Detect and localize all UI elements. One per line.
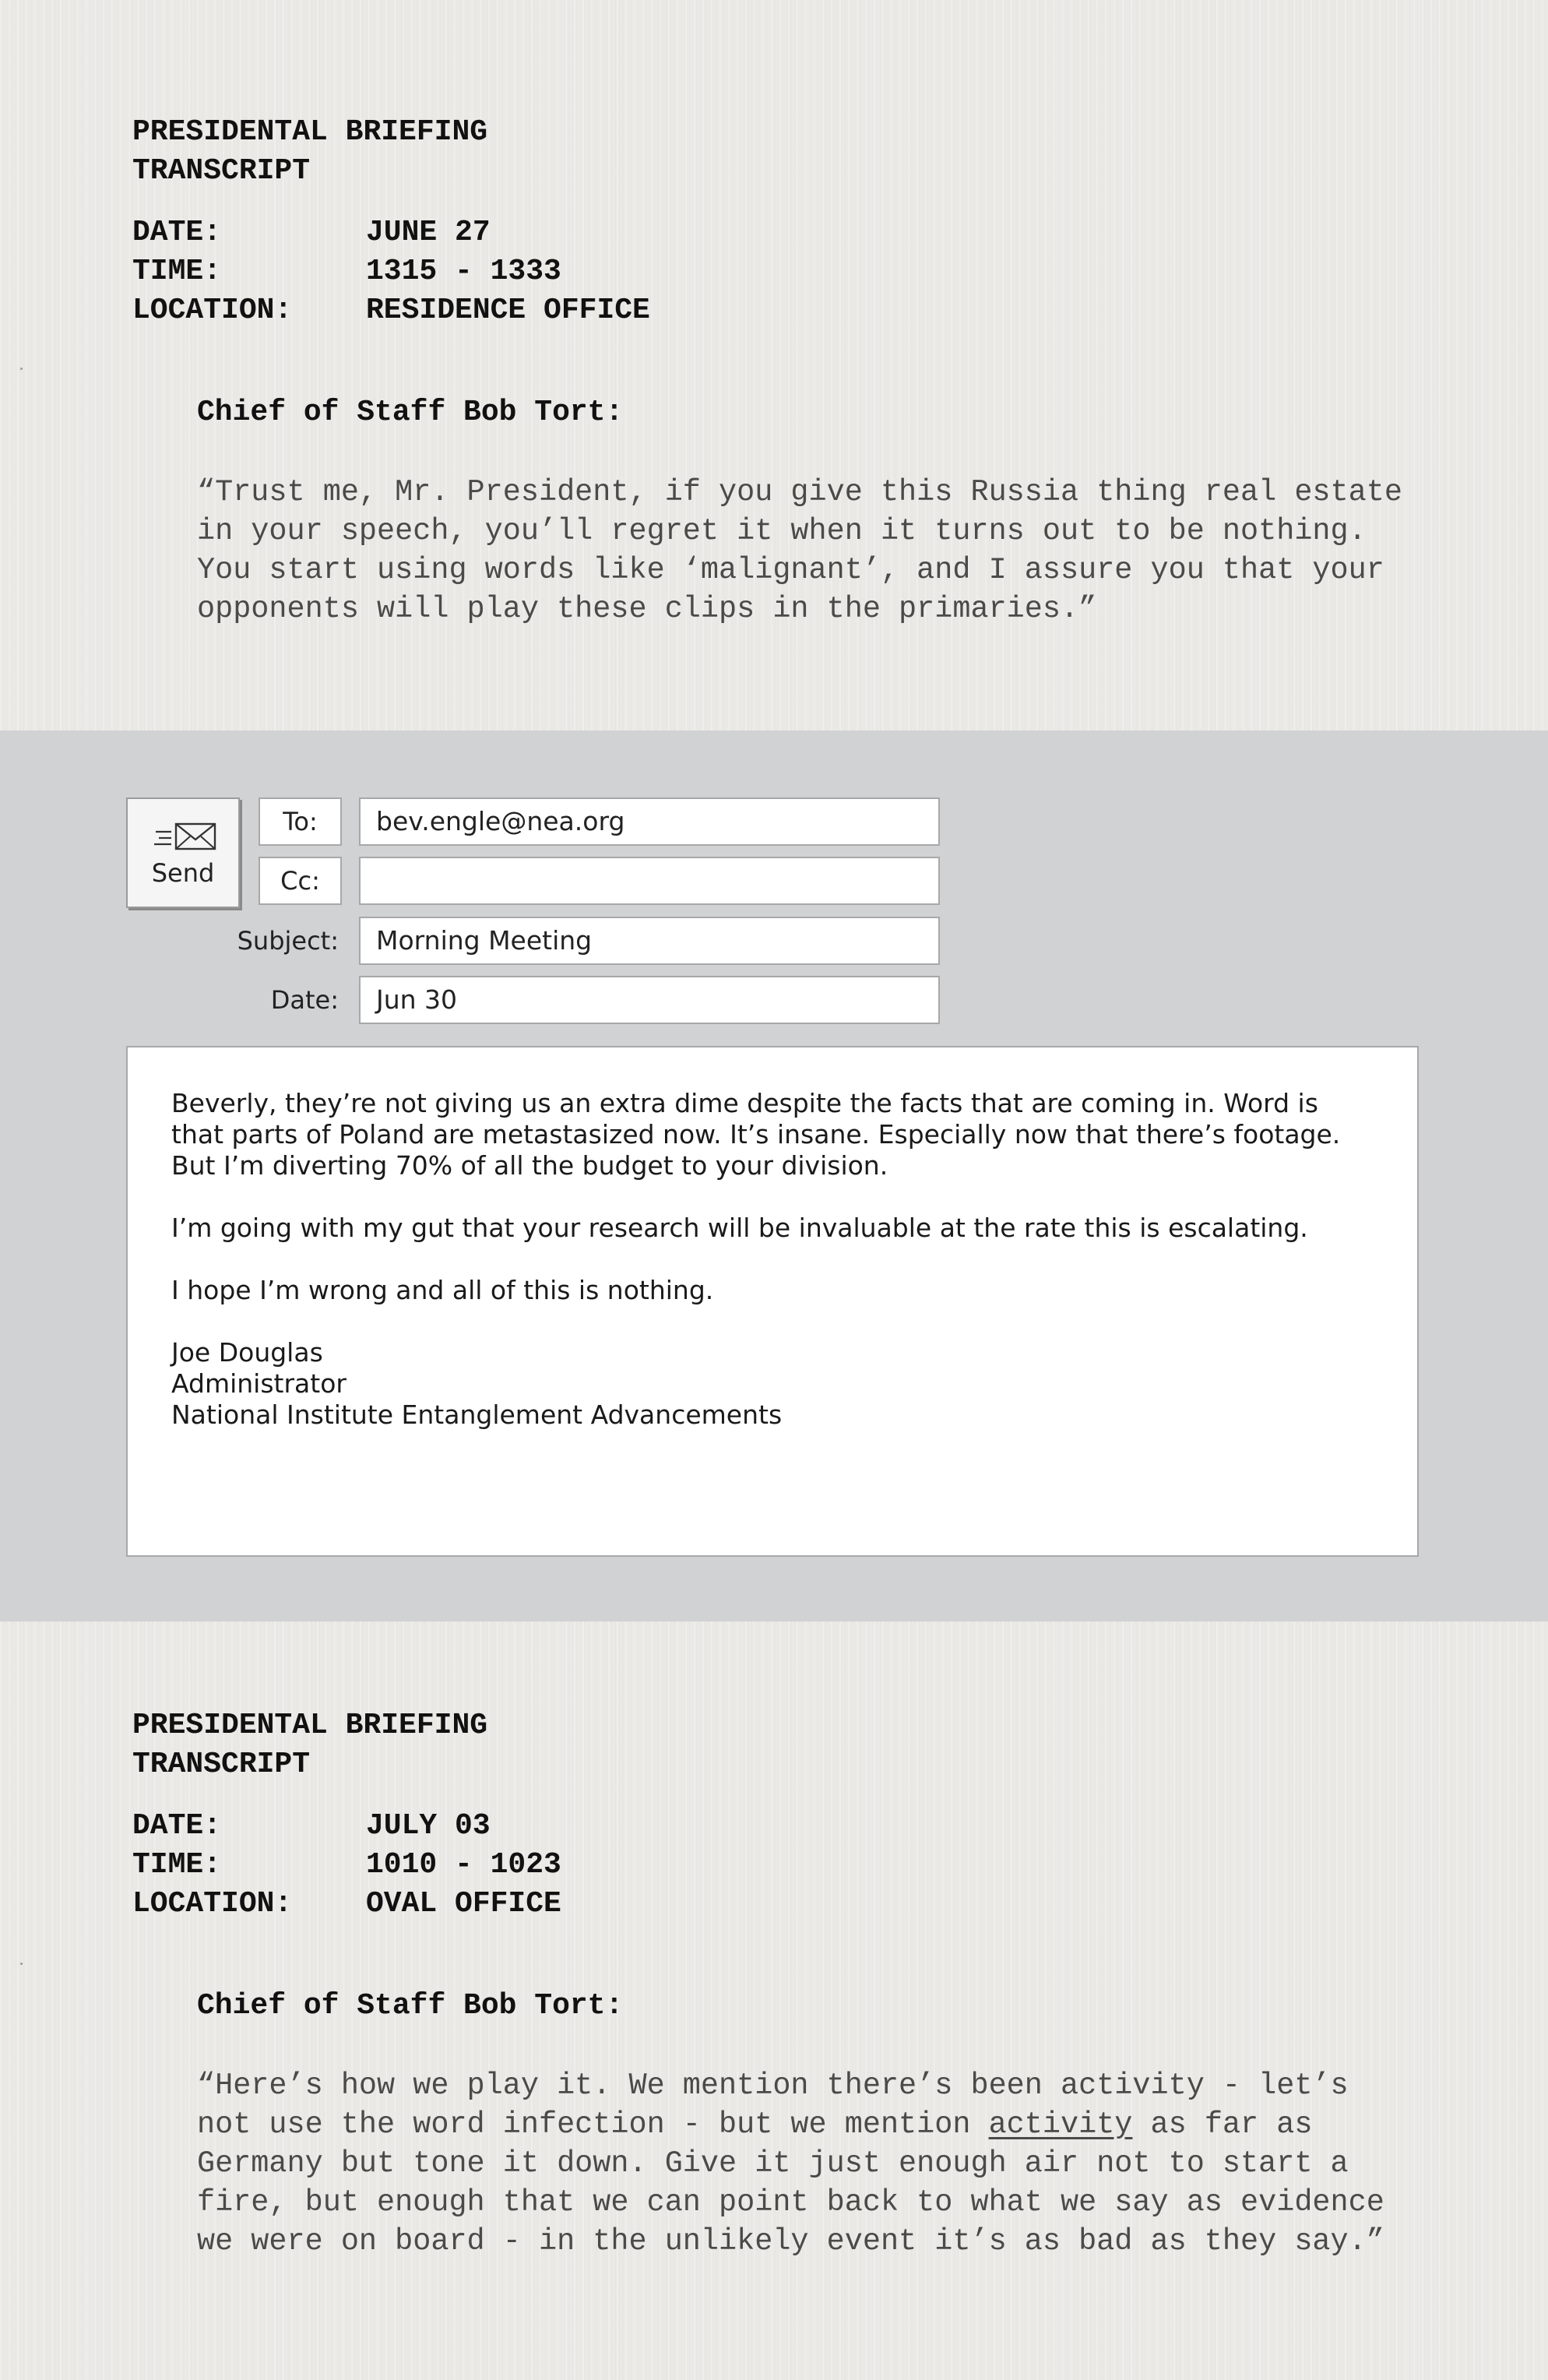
location-value: RESIDENCE OFFICE [366, 294, 650, 327]
location-label: LOCATION: [132, 1887, 293, 1921]
date-value: JUNE 27 [366, 216, 491, 249]
date-value: JULY 03 [366, 1809, 491, 1843]
subject-field[interactable]: Morning Meeting [359, 917, 940, 965]
to-field[interactable]: bev.engle@nea.org [359, 797, 940, 846]
signature-title: Administrator [171, 1368, 347, 1399]
speaker-name: Chief of Staff Bob Tort: [197, 396, 624, 429]
speaker-quote: “Trust me, Mr. President, if you give this Russia thing real estate in your speech, you’ll regret it when it turns out to be nothing. You start using words like ‘malignant’, and I assure you that your opponents will play these clips in the primaries.” [197, 475, 1421, 626]
email-paragraph-1: Beverly, they’re not giving us an extra dime despite the facts that are coming in. Word is that parts of Poland are metastasized now. It’s insane. Especially now that there’s footage. But I’m diverting 70% of all the budget to your division. [171, 1088, 1341, 1181]
date-label: DATE: [132, 216, 222, 249]
briefing-meta [132, 1807, 561, 1924]
briefing-title-line2: TRANSCRIPT [132, 1748, 311, 1781]
meta-row-date [132, 1807, 561, 1846]
meta-row-time [132, 1846, 561, 1885]
send-label: Send [151, 858, 215, 888]
email-body[interactable] [126, 1046, 1419, 1557]
briefing-title [132, 1706, 487, 1784]
speaker-quote [197, 2066, 1412, 2261]
transcript-page-bottom [0, 1621, 1548, 2380]
speaker-name: Chief of Staff Bob Tort: [197, 1989, 624, 2023]
date-field-label: Date: [270, 985, 339, 1015]
signature-name: Joe Douglas [171, 1337, 323, 1368]
cc-field[interactable] [359, 857, 940, 905]
location-label: LOCATION: [132, 294, 293, 327]
transcript-page-top [0, 0, 1548, 731]
meta-row-location [132, 1885, 561, 1924]
to-label[interactable]: To: [259, 797, 342, 846]
email-paragraph-3: I hope I’m wrong and all of this is nothing. [171, 1275, 714, 1305]
email-paragraph-2: I’m going with my gut that your research will be invaluable at the rate this is escalating. [171, 1213, 1308, 1243]
briefing-title-line1: PRESIDENTAL BRIEFING [132, 115, 488, 149]
time-label: TIME: [132, 255, 222, 288]
time-label: TIME: [132, 1848, 222, 1882]
paper-speck [20, 368, 23, 370]
meta-row-time [132, 252, 650, 291]
cc-label[interactable]: Cc: [259, 857, 342, 905]
signature-org: National Institute Entanglement Advancements [171, 1399, 783, 1430]
subject-label: Subject: [237, 926, 339, 956]
briefing-meta [132, 213, 650, 330]
date-field[interactable]: Jun 30 [359, 976, 940, 1024]
location-value: OVAL OFFICE [366, 1887, 561, 1921]
briefing-title [132, 113, 487, 191]
time-value: 1010 - 1023 [366, 1848, 561, 1882]
briefing-title-line1: PRESIDENTAL BRIEFING [132, 1709, 488, 1742]
date-label: DATE: [132, 1809, 222, 1843]
send-button[interactable] [126, 797, 240, 908]
paper-speck [20, 1963, 23, 1965]
quote-underlined-word: activity [988, 2107, 1133, 2142]
quote-part-1: “Here’s how we play it. We mention there’s been activity - let’s not use the word infection - but we mention [197, 2068, 1367, 2142]
quote-part-2: as far as Germany but tone it down. Give it just enough air not to start a fire, but enough that we can point back to what we say as evidence we were on board - in the unlikely event it’s as bad as they say.” [197, 2107, 1402, 2259]
meta-row-location [132, 291, 650, 330]
briefing-title-line2: TRANSCRIPT [132, 154, 311, 188]
envelope-send-icon [154, 819, 218, 852]
meta-row-date [132, 213, 650, 252]
time-value: 1315 - 1333 [366, 255, 561, 288]
